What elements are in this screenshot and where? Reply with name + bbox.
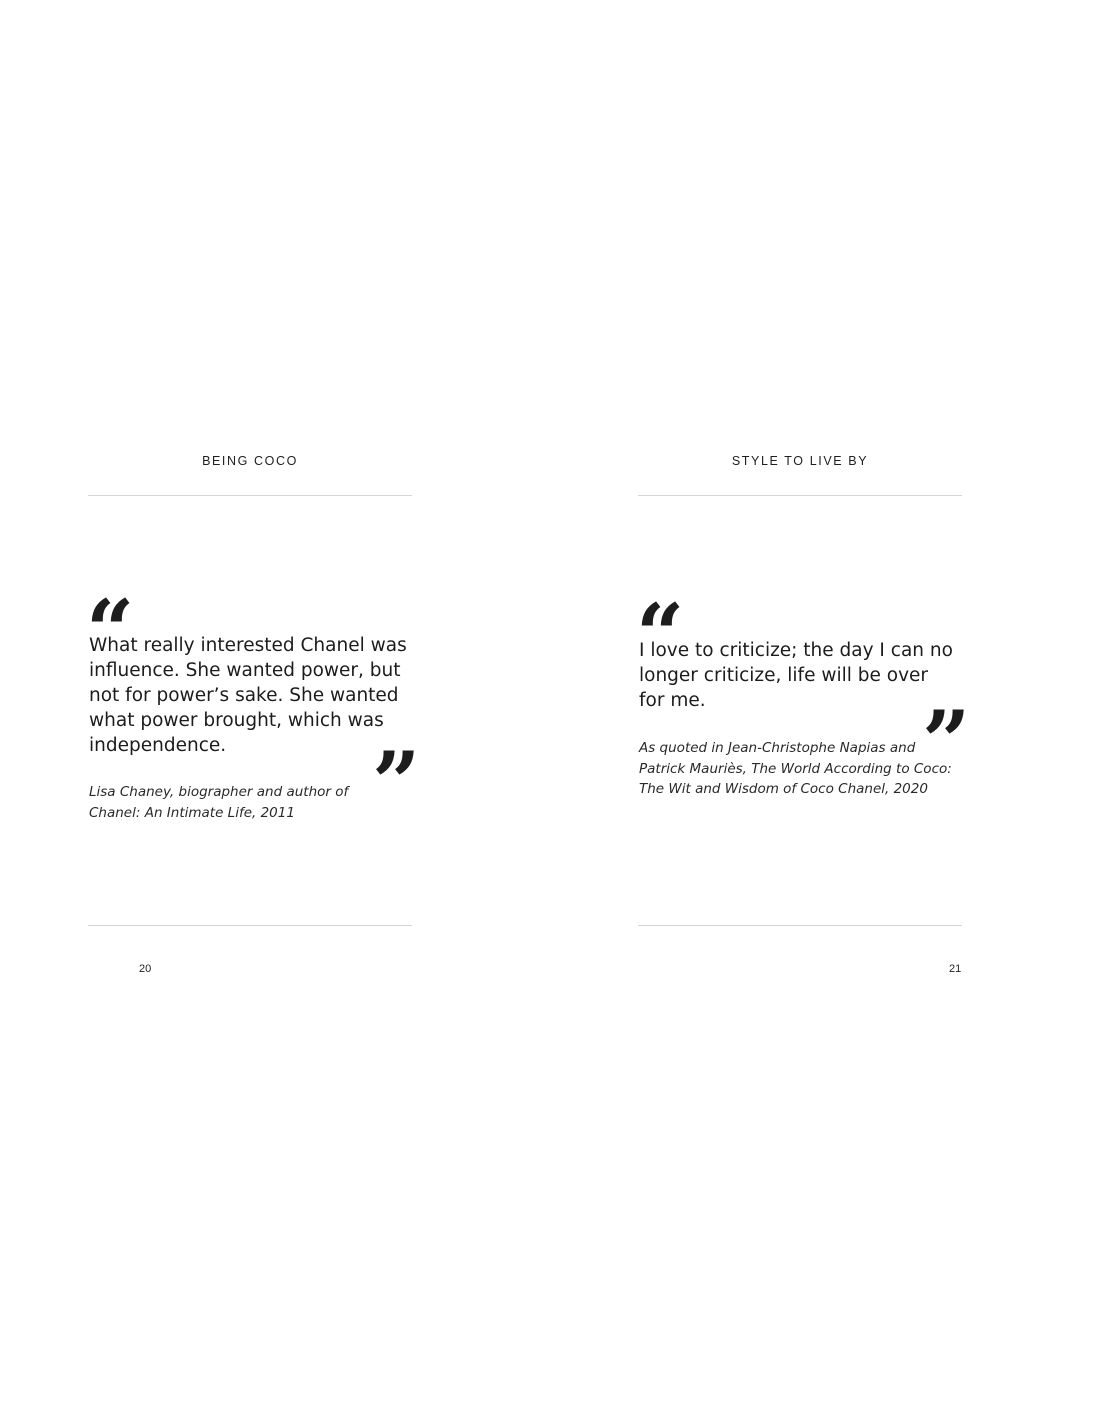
quote-attribution: Lisa Chaney, biographer and author of Chanel: An Intimate Life, 2011 xyxy=(89,784,349,821)
page-number: 21 xyxy=(949,963,962,975)
close-quote-icon: ” xyxy=(922,692,965,791)
bottom-rule xyxy=(88,925,412,926)
open-quote-icon: “ xyxy=(636,585,679,684)
quote-text: I love to criticize; the day I can no longer criticize, life will be over for me. xyxy=(639,640,953,711)
quote-attribution: As quoted in Jean-Christophe Napias and Patrick Mauriès, The World According to Coco: The Wit and Wisdom of Coco Chanel, 2020 xyxy=(639,740,952,797)
running-head: STYLE TO LIVE BY xyxy=(731,454,869,468)
page-number: 20 xyxy=(139,963,152,975)
top-rule xyxy=(88,495,412,496)
running-head: BEING COCO xyxy=(202,454,298,468)
right-page xyxy=(550,0,1100,1422)
top-rule xyxy=(638,495,962,496)
open-quote-icon: “ xyxy=(86,581,129,680)
close-quote-icon: ” xyxy=(372,733,415,832)
quote-text: What really interested Chanel was influence. She wanted power, but not for power’s sake. She wanted what power brought, which was independence. xyxy=(89,635,407,756)
bottom-rule xyxy=(638,925,962,926)
